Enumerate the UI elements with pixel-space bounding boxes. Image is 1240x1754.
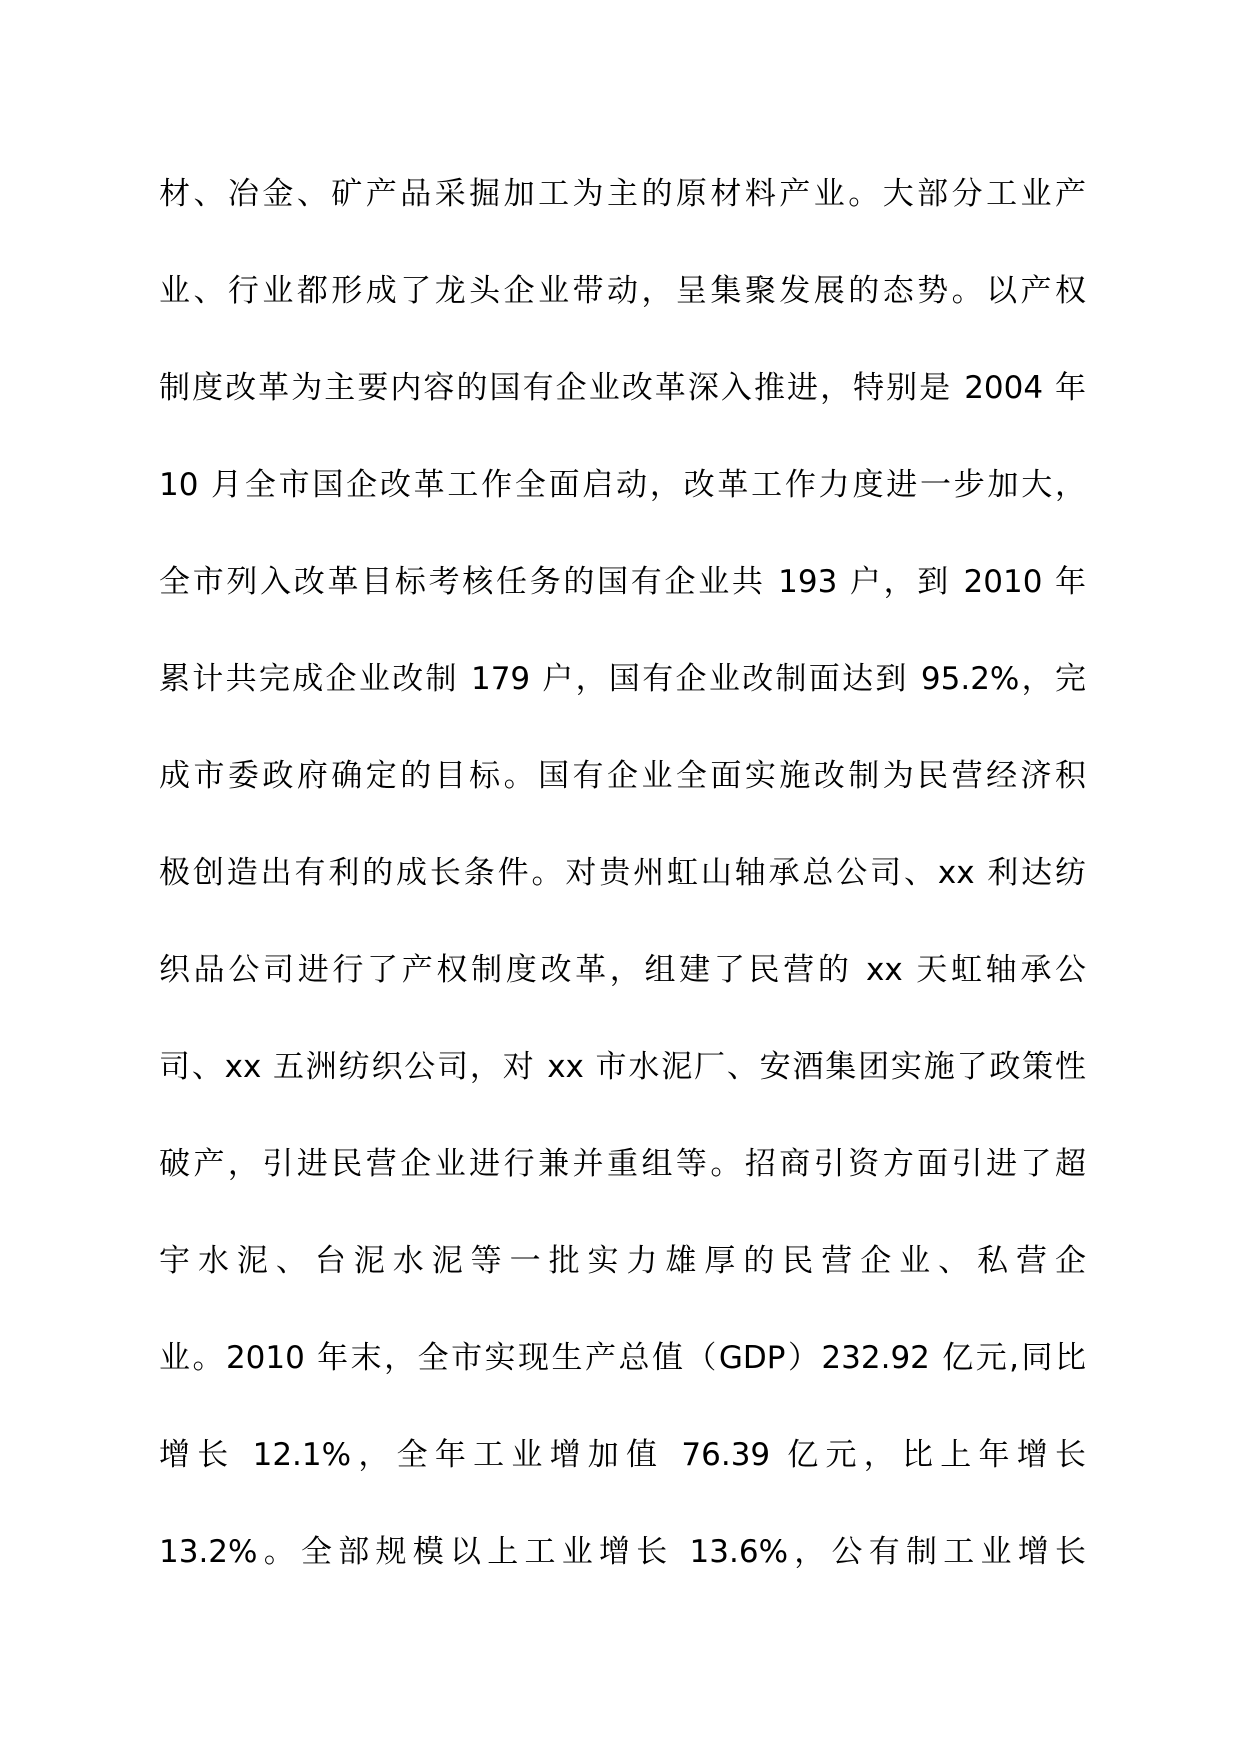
paragraph-line-12: 宇水泥、台泥水泥等一批实力雄厚的民营企业、私营企 xyxy=(159,1243,1086,1279)
paragraph-line-6: 累计共完成企业改制 179 户，国有企业改制面达到 95.2%，完 xyxy=(159,661,1086,697)
paragraph-line-2: 业、行业都形成了龙头企业带动，呈集聚发展的态势。以产权 xyxy=(159,273,1086,309)
paragraph-line-11: 破产，引进民营企业进行兼并重组等。招商引资方面引进了超 xyxy=(159,1146,1086,1182)
paragraph-line-3: 制度改革为主要内容的国有企业改革深入推进，特别是 2004 年 xyxy=(159,370,1086,406)
paragraph-line-15: 13.2%。全部规模以上工业增长 13.6%，公有制工业增长 xyxy=(159,1534,1086,1570)
paragraph-line-9: 织品公司进行了产权制度改革，组建了民营的 xx 天虹轴承公 xyxy=(159,952,1086,988)
paragraph-line-4: 10 月全市国企改革工作全面启动，改革工作力度进一步加大， xyxy=(159,467,1086,503)
paragraph-line-5: 全市列入改革目标考核任务的国有企业共 193 户，到 2010 年 xyxy=(159,564,1086,600)
paragraph-line-10: 司、xx 五洲纺织公司，对 xx 市水泥厂、安酒集团实施了政策性 xyxy=(159,1049,1086,1085)
paragraph-line-13: 业。2010 年末，全市实现生产总值（GDP）232.92 亿元,同比 xyxy=(159,1340,1086,1376)
paragraph-line-14: 增长 12.1%，全年工业增加值 76.39 亿元，比上年增长 xyxy=(159,1437,1086,1473)
paragraph-line-7: 成市委政府确定的目标。国有企业全面实施改制为民营经济积 xyxy=(159,758,1086,794)
paragraph-line-1: 材、冶金、矿产品采掘加工为主的原材料产业。大部分工业产 xyxy=(159,176,1086,212)
paragraph-line-8: 极创造出有利的成长条件。对贵州虹山轴承总公司、xx 利达纺 xyxy=(159,855,1086,891)
